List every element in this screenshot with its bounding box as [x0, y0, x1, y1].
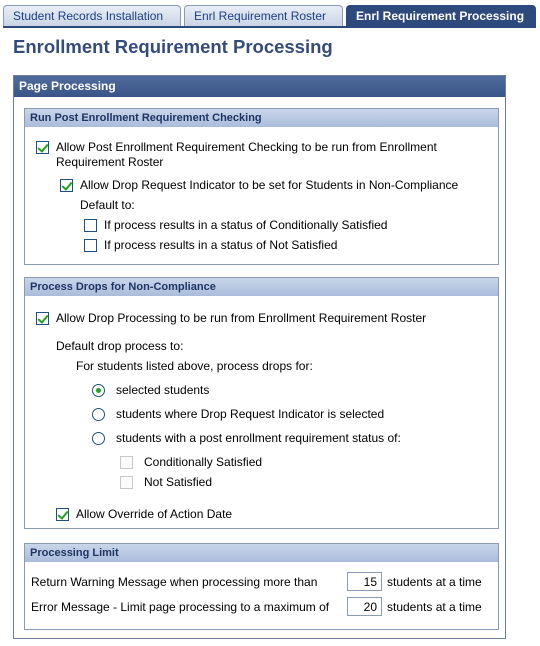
processing-limit-header: Processing Limit — [25, 544, 498, 562]
default-to-label: Default to: — [80, 198, 135, 212]
default-drop-label: Default drop process to: — [56, 339, 184, 353]
sub-not-satisfied-label: Not Satisfied — [144, 475, 213, 489]
sub-cond-satisfied-checkbox[interactable] — [120, 456, 133, 469]
allow-override-label: Allow Override of Action Date — [76, 507, 233, 521]
tab-bar-underline — [3, 26, 536, 28]
status-radio-label: students with a post enrollment requirement status of: — [116, 431, 401, 445]
warning-limit-label: Return Warning Message when processing more than — [31, 575, 318, 589]
sub-not-satisfied-checkbox[interactable] — [120, 476, 133, 489]
allow-drop-processing-label: Allow Drop Processing to be run from Enrollment Requirement Roster — [56, 311, 427, 325]
processing-limit-group — [24, 543, 499, 630]
page-processing-panel — [13, 75, 506, 639]
page-title: Enrollment Requirement Processing — [13, 36, 333, 57]
allow-post-checking-label: Allow Post Enrollment Requirement Checking to be run from Enrollment — [56, 140, 437, 154]
allow-post-checking-checkbox[interactable] — [36, 141, 49, 154]
cond-satisfied-checkbox[interactable] — [84, 219, 97, 232]
tab-student-records-installation[interactable]: Student Records Installation — [3, 5, 181, 27]
error-limit-input[interactable] — [347, 597, 382, 616]
warning-limit-unit: students at a time — [387, 575, 482, 589]
drop-indicator-radio[interactable] — [92, 408, 105, 421]
allow-drop-indicator-label: Allow Drop Request Indicator to be set for Students in Non-Compliance — [80, 178, 459, 192]
not-satisfied-checkbox[interactable] — [84, 239, 97, 252]
page-processing-header: Page Processing — [14, 76, 505, 97]
error-limit-label: Error Message - Limit page processing to a maximum of — [31, 600, 330, 614]
drop-indicator-radio-label: students where Drop Request Indicator is selected — [116, 407, 385, 421]
sub-cond-satisfied-label: Conditionally Satisfied — [144, 455, 263, 469]
post-checking-group — [24, 108, 499, 265]
tab-enrl-requirement-roster[interactable]: Enrl Requirement Roster — [184, 5, 343, 27]
selected-students-radio[interactable] — [92, 384, 105, 397]
allow-override-checkbox[interactable] — [56, 508, 69, 521]
process-drops-header: Process Drops for Non-Compliance — [25, 278, 498, 296]
cond-satisfied-label: If process results in a status of Conditionally Satisfied — [104, 218, 388, 232]
allow-post-checking-label-line2: Requirement Roster — [56, 155, 164, 169]
tab-enrl-requirement-processing[interactable]: Enrl Requirement Processing — [346, 5, 536, 27]
for-students-label: For students listed above, process drops for: — [76, 359, 313, 373]
selected-students-label: selected students — [116, 383, 210, 397]
warning-limit-input[interactable] — [347, 572, 382, 591]
allow-drop-indicator-checkbox[interactable] — [60, 179, 73, 192]
status-radio[interactable] — [92, 432, 105, 445]
allow-drop-processing-checkbox[interactable] — [36, 312, 49, 325]
error-limit-unit: students at a time — [387, 600, 482, 614]
post-checking-header: Run Post Enrollment Requirement Checking — [25, 109, 498, 127]
not-satisfied-label: If process results in a status of Not Satisfied — [104, 238, 338, 252]
process-drops-group — [24, 277, 499, 529]
